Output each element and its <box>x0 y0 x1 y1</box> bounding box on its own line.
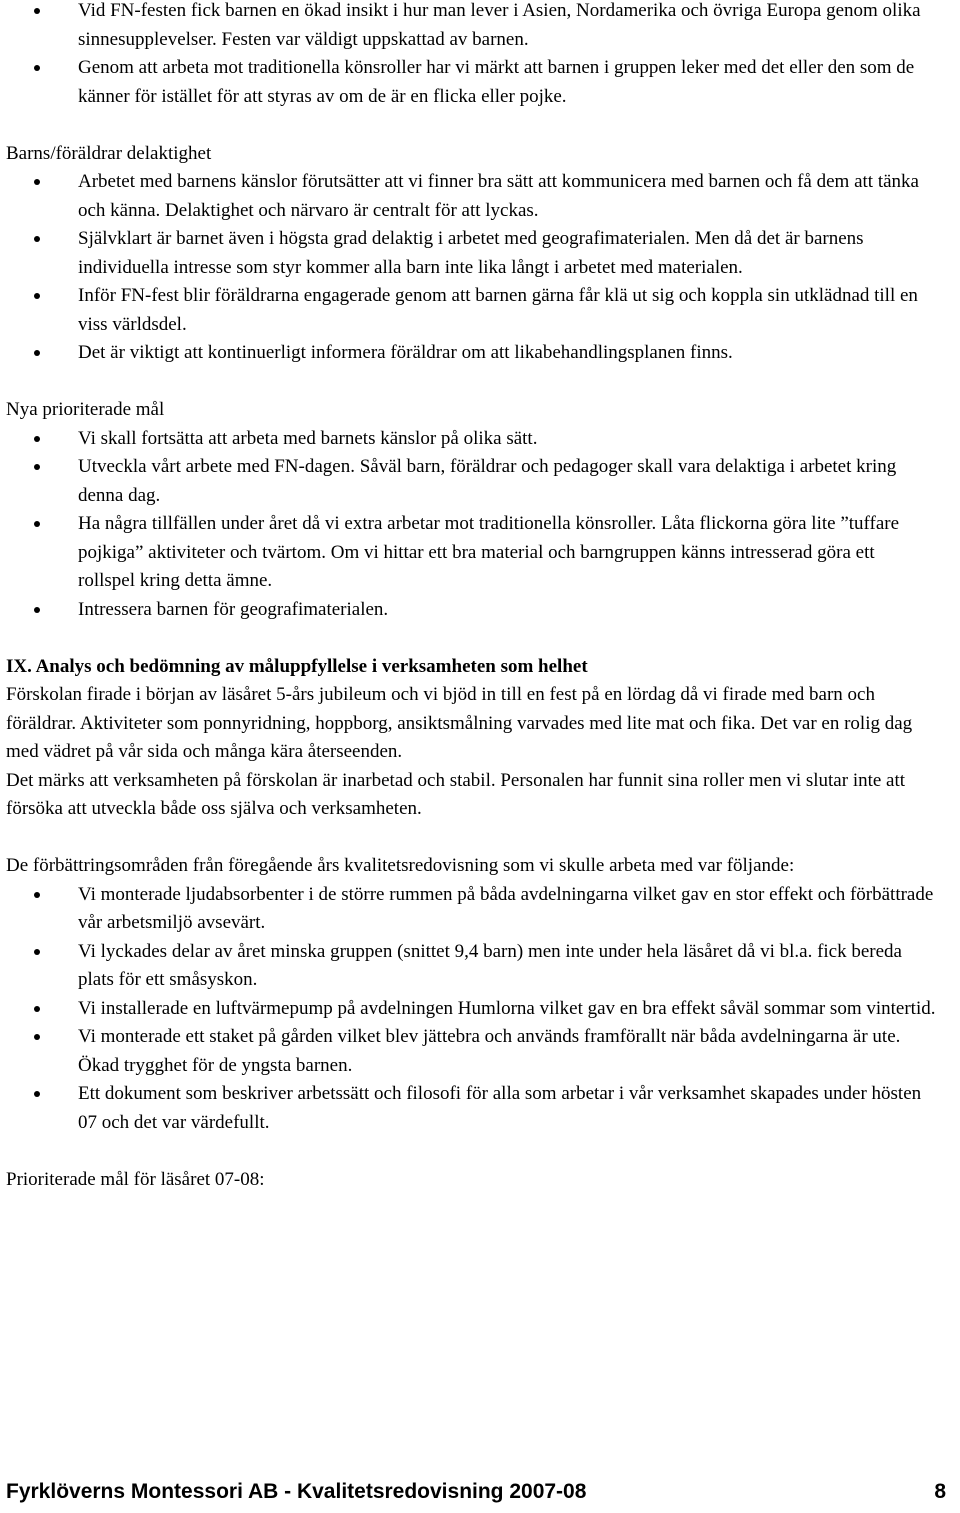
priority-heading: Prioriterade mål för läsåret 07-08: <box>6 1168 265 1190</box>
bullet-icon <box>34 1091 40 1097</box>
list-item: Vid FN-festen fick barnen en ökad insikt i hur man lever i Asien, Nordamerika och övriga Europa genom olika sinnesupplevelser. Festen var väldigt uppskattad av barnen. <box>6 0 936 54</box>
document-page <box>6 0 936 1194</box>
improvement-bullet-list <box>6 881 936 1138</box>
footer-title: Fyrklöverns Montessori AB - Kvalitetsredovisning 2007-08 <box>6 1480 587 1503</box>
bullet-icon <box>34 521 40 527</box>
bullet-icon <box>34 949 40 955</box>
analysis-heading: IX. Analys och bedömning av måluppfyllelse i verksamheten som helhet <box>6 655 588 677</box>
list-item: Genom att arbeta mot traditionella könsroller har vi märkt att barnen i gruppen leker med det eller den som de känner för istället för att styras av om de är en flicka eller pojke. <box>6 54 936 111</box>
list-item: Arbetet med barnens känslor förutsätter att vi finner bra sätt att kommunicera med barnen och få dem att tänka och känna. Delaktighet och närvaro är centralt för att lyckas. <box>6 168 936 225</box>
list-item: Utveckla vårt arbete med FN-dagen. Såväl barn, föräldrar och pedagoger skall vara delaktiga i arbetet kring denna dag. <box>6 453 936 510</box>
page-number: 8 <box>934 1480 946 1503</box>
list-item: Vi skall fortsätta att arbeta med barnets känslor på olika sätt. <box>6 425 936 454</box>
bullet-icon <box>34 350 40 356</box>
top-bullet-list <box>6 0 936 111</box>
list-item: Vi monterade ljudabsorbenter i de större rummen på båda avdelningarna vilket gav en stor effekt och förbättrade vår arbetsmiljö avsevärt. <box>6 881 936 938</box>
list-item: Vi lyckades delar av året minska gruppen (snittet 9,4 barn) men inte under hela läsåret då vi bl.a. fick bereda plats för ett småsyskon. <box>6 938 936 995</box>
bullet-icon <box>34 8 40 14</box>
list-item: Självklart är barnet även i högsta grad delaktig i arbetet med geografimaterialen. Men då det är barnens individuella intresse som styr kommer alla barn inte lika långt i arbetet med materialen. <box>6 225 936 282</box>
bullet-icon <box>34 436 40 442</box>
bullet-icon <box>34 293 40 299</box>
bullet-icon <box>34 892 40 898</box>
list-item: Ha några tillfällen under året då vi extra arbetar mot traditionella könsroller. Låta flickorna göra lite ”tuffare pojkiga” aktiviteter och tvärtom. Om vi hittar ett bra material och barngruppen känns intresserad göra ett rollspel kring detta ämne. <box>6 510 936 596</box>
bullet-icon <box>34 1006 40 1012</box>
participation-heading: Barns/föräldrar delaktighet <box>6 142 212 164</box>
analysis-paragraph-2: Det märks att verksamheten på förskolan är inarbetad och stabil. Personalen har funnit sina roller men vi slutar inte att försöka att utveckla både oss själva och verksamheten. <box>6 769 906 819</box>
page-footer <box>6 1477 946 1507</box>
new-goals-bullet-list <box>6 425 936 625</box>
list-item: Vi installerade en luftvärmepump på avdelningen Humlorna vilket gav en bra effekt såväl sommar som vintertid. <box>6 995 936 1024</box>
bullet-icon <box>34 179 40 185</box>
new-goals-heading: Nya prioriterade mål <box>6 399 165 420</box>
bullet-icon <box>34 1034 40 1040</box>
analysis-paragraph-1: Förskolan firade i början av läsåret 5-års jubileum och vi bjöd in till en fest på en lördag då vi firade med barn och föräldrar. Aktiviteter som ponnyridning, hoppborg, ansiktsmålning varvades med lite mat och fika. Det var en rolig dag med vädret på vår sida och många kära återseenden. <box>6 684 913 762</box>
bullet-icon <box>34 65 40 71</box>
list-item: Det är viktigt att kontinuerligt informera föräldrar om att likabehandlingsplanen finns. <box>6 339 936 368</box>
bullet-icon <box>34 607 40 613</box>
participation-bullet-list <box>6 168 936 368</box>
list-item: Ett dokument som beskriver arbetssätt och filosofi för alla som arbetar i vår verksamhet skapades under hösten 07 och det var värdefullt. <box>6 1080 936 1137</box>
bullet-icon <box>34 236 40 242</box>
improvement-intro: De förbättringsområden från föregående års kvalitetsredovisning som vi skulle arbeta med var följande: <box>6 855 795 876</box>
list-item: Vi monterade ett staket på gården vilket blev jättebra och används framförallt när båda avdelningarna är ute. Ökad trygghet för de yngsta barnen. <box>6 1023 936 1080</box>
bullet-icon <box>34 464 40 470</box>
list-item: Intressera barnen för geografimaterialen. <box>6 596 936 625</box>
list-item: Inför FN-fest blir föräldrarna engagerade genom att barnen gärna får klä ut sig och koppla sin utklädnad till en viss världsdel. <box>6 282 936 339</box>
